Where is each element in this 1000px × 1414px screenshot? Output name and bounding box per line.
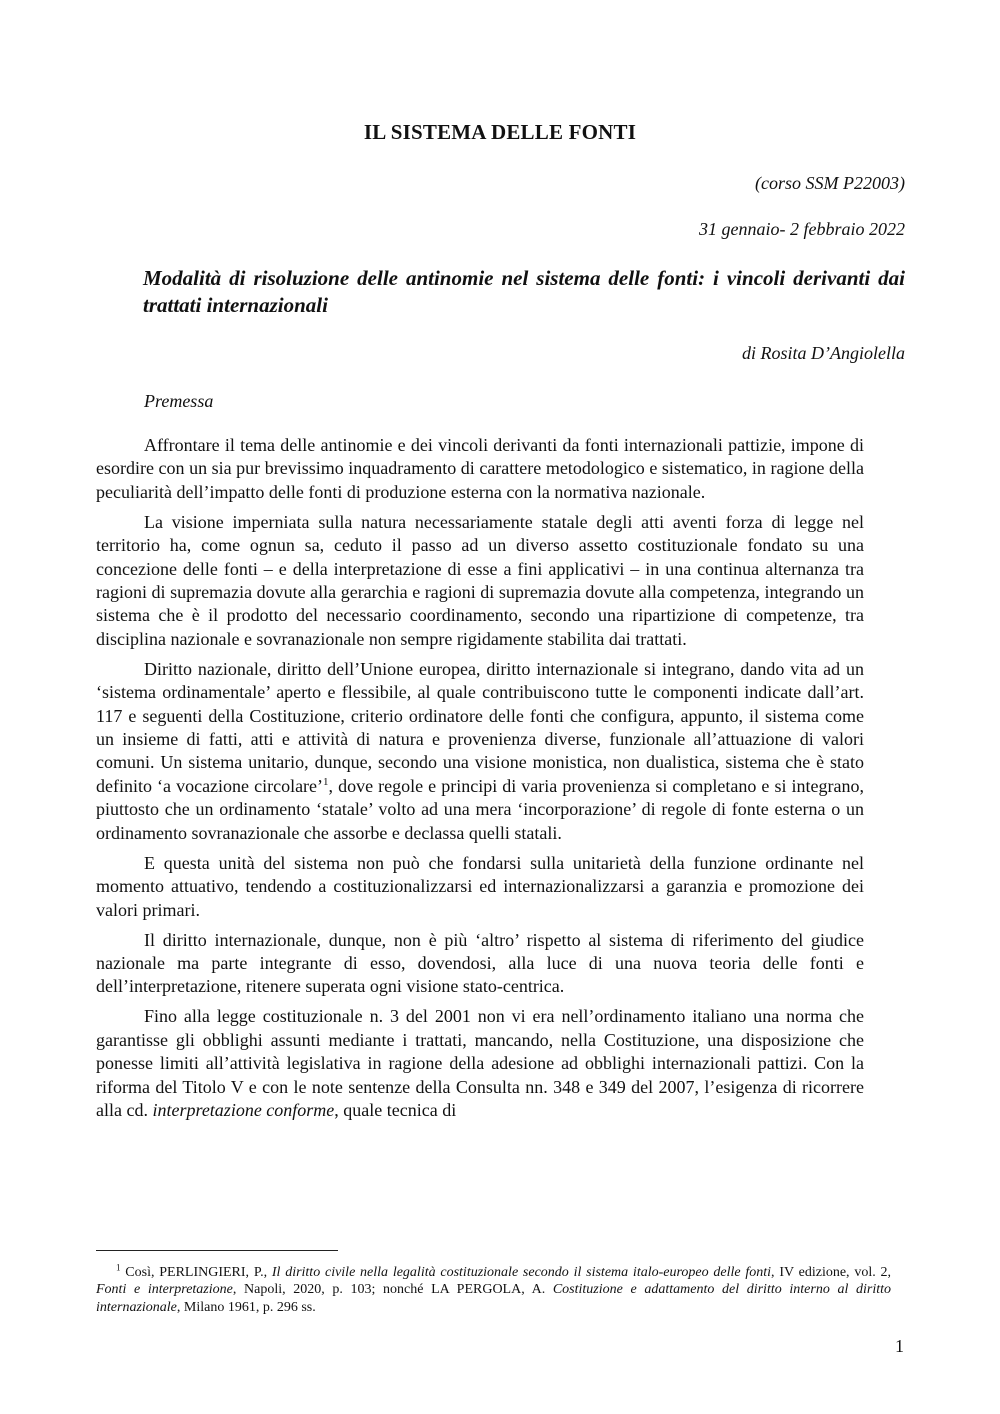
- paragraph-text: , quale tecnica di: [334, 1099, 457, 1120]
- footnote-italic: Costituzione e adattamento del diritto interno al diritto internazionale: [96, 1282, 891, 1315]
- footnote-italic: Il diritto civile nella legalità costituzionale secondo il sistema italo-europeo delle fonti: [271, 1265, 772, 1280]
- document-title: IL SISTEMA DELLE FONTI: [363, 120, 637, 144]
- paragraph: La visione imperniata sulla natura necessariamente statale degli atti aventi forza di legge nel territorio ha, come ognun sa, ceduto il passo ad un diverso assetto costituzionale fondato su una concezione delle fonti – e della interpretazione di esse a fini applicativi – in una continua alternanza tra ragioni di supremazia dovute alla gerarchia e ragioni di supremazia dovute alla competenza, integrando un sistema che è il prodotto del necessario coordinamento, secondo una ripartizione di competenze, tra disciplina nazionale e sovranazionale non sempre rigidamente stabilita dai trattati.: [96, 511, 864, 649]
- footnote-reference[interactable]: 1: [323, 775, 329, 788]
- paragraph-text: Diritto nazionale, diritto dell’Unione europea, diritto internazionale si integrano, dando vita ad un ‘sistema ordinamentale’ aperto e flessibile, al quale contribuiscono tutte le componenti indicate dall’art. 117 e seguenti della Costituzione, criterio ordinatore delle fonti che configura, appunto, il sistema come un insieme di fatti, atti e attività di natura e provenienza diverse, funzionale all’attuazione di valori comuni. Un sistema unitario, dunque, secondo una visione monistica, non dualistica, sistema che è stato definito ‘a vocazione circolare’: [96, 658, 864, 796]
- paragraph: [96, 1005, 864, 1122]
- course-dates: 31 gennaio- 2 febbraio 2022: [699, 219, 905, 239]
- paragraph: Il diritto internazionale, dunque, non è più ‘altro’ rispetto al sistema di riferimento del giudice nazionale ma parte integrante di esso, dovendosi, alla luce di una nuova teoria delle fonti e dell’interpretazione, ritenere superata ogni visione stato-centrica.: [96, 929, 864, 997]
- document-subtitle: Modalità di risoluzione delle antinomie nel sistema delle fonti: i vincoli derivanti dai trattati internazionali: [143, 266, 905, 317]
- footnote-text: , Napoli, 2020, p. 103; nonché LA PERGOLA, A.: [232, 1282, 553, 1298]
- paragraph-text: , dove regole e principi di varia provenienza si completano e si integrano, piuttosto che un ordinamento ‘statale’ volto ad una mera ‘incorporazione’ di regole di fonte esterna o un ordinamento sovranazionale che assorbe e declassa quelli statali.: [96, 775, 865, 843]
- paragraph: E questa unità del sistema non può che fondarsi sulla unitarietà della funzione ordinante nel momento attuativo, tendendo a costituzionalizzarsi ed internazionalizzarsi a garanzia e promozione dei valori primari.: [96, 852, 864, 920]
- section-heading: Premessa: [144, 391, 214, 411]
- paragraph: [96, 658, 864, 845]
- page-number: 1: [895, 1336, 904, 1356]
- footnote-text: , IV edizione, vol. 2,: [771, 1265, 891, 1280]
- paragraph-text: Fino alla legge costituzionale n. 3 del 2001 non vi era nell’ordinamento italiano una norma che garantisse gli obblighi assunti mediante i trattati, mancando, nella Costituzione, una disposizione che ponesse limiti all’attività legislativa in ragione della adesione ad obblighi internazionali pattizi. Con la riforma del Titolo V e con le note sentenze della Consulta nn. 348 e 349 del 2007, l’esigenza di ricorrere alla cd.: [96, 1006, 864, 1120]
- author-line: di Rosita D’Angiolella: [742, 343, 905, 363]
- course-code: (corso SSM P22003): [755, 173, 905, 193]
- footnote-separator: [96, 1250, 338, 1251]
- footnote: [96, 1264, 891, 1316]
- footnote-italic: Fonti e interpretazione: [96, 1282, 233, 1298]
- footnote-number: 1: [116, 1262, 121, 1273]
- body-text: [96, 434, 864, 1129]
- footnote-text: Così, PERLINGIERI, P.,: [120, 1265, 272, 1280]
- footnote-text: , Milano 1961, p. 296 ss.: [176, 1299, 316, 1315]
- paragraph: Affrontare il tema delle antinomie e dei vincoli derivanti da fonti internazionali pattizie, impone di esordire con un sia pur brevissimo inquadramento di carattere metodologico e sistematico, in ragione della peculiarità dell’impatto delle fonti di produzione esterna con la normativa nazionale.: [96, 435, 864, 502]
- italic-term: interpretazione conforme: [152, 1099, 335, 1120]
